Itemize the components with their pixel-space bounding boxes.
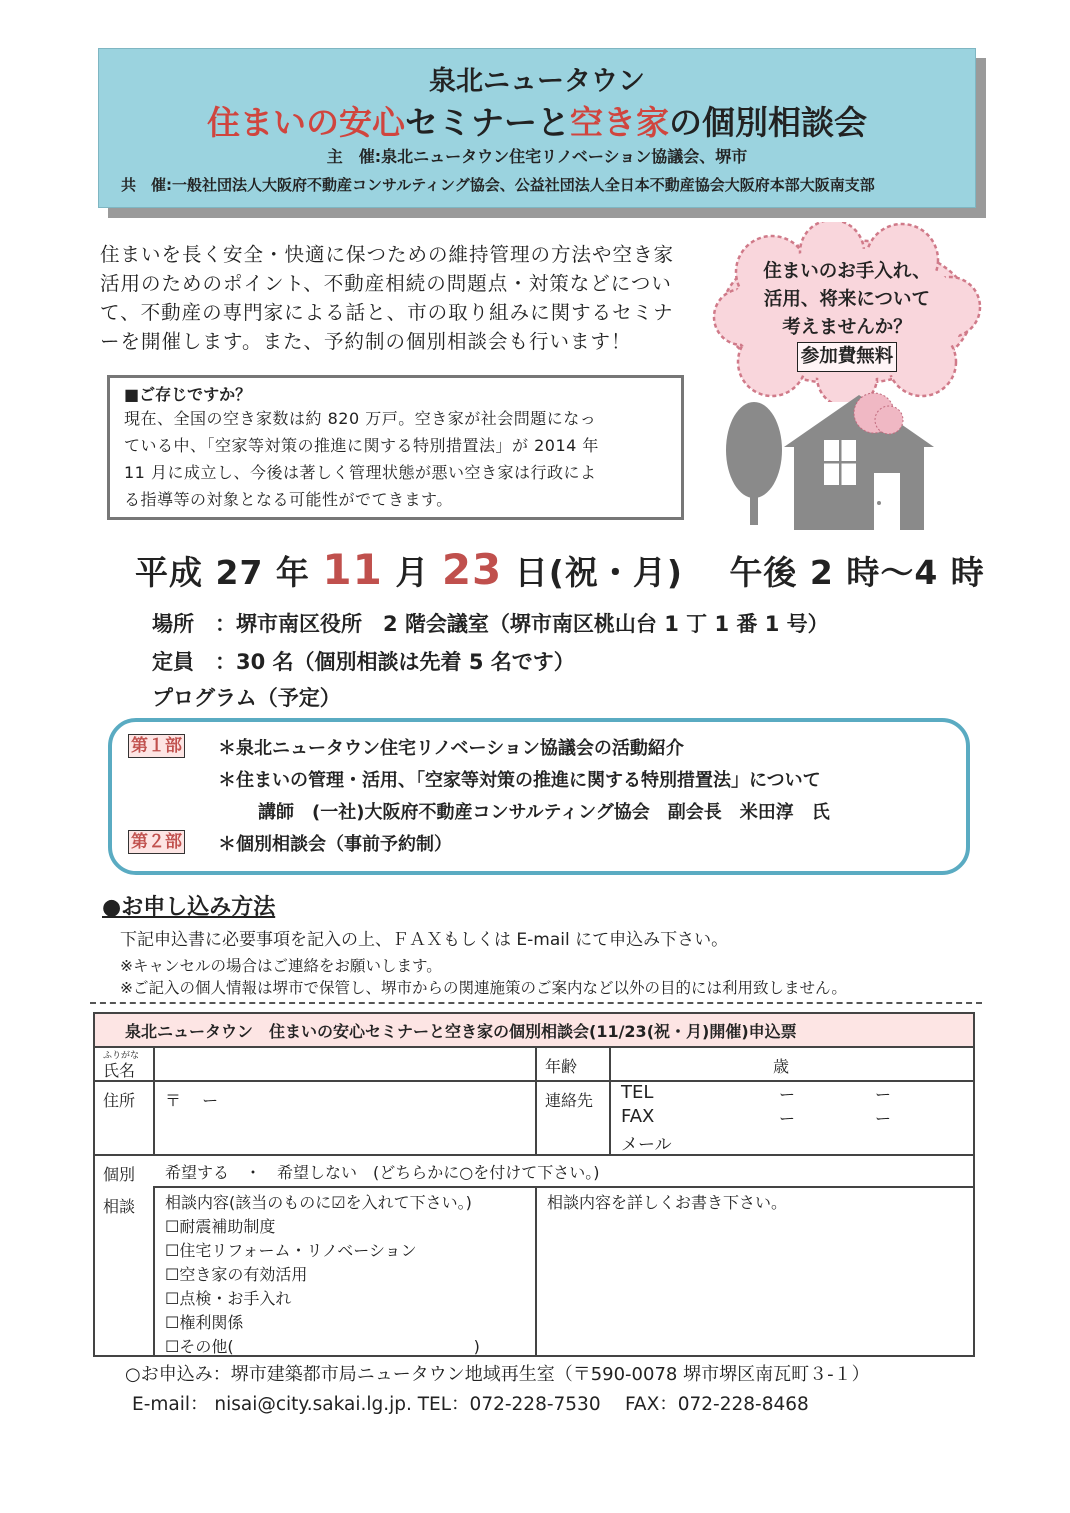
cut-line	[90, 1002, 982, 1004]
organizer-text: 主 催:泉北ニュータウン住宅リノベーション協議会、堺市	[326, 147, 748, 166]
apply-instructions: 下記申込書に必要事項を記入の上、ＦＡＸもしくは E-mail にて申込み下さい。	[120, 930, 729, 950]
program-label: プログラム（予定）	[152, 686, 341, 710]
header-banner	[98, 48, 976, 208]
consult-label-2: 相談	[103, 1197, 136, 1216]
name-label: 氏名	[103, 1061, 136, 1080]
page-title: 住まいの安心セミナーと空き家の個別相談会	[207, 103, 867, 142]
intro-paragraph: 住まいを長く安全・快適に保つための維持管理の方法や空き家 活用のためのポイント、不動産相続の問題点・対策などについ て、不動産の専門家による話と、市の取り組みに関するセミナ ーを開催します。また、予約制の個別相談会も行います！	[100, 243, 675, 353]
house-illustration-icon	[714, 385, 974, 530]
detail-header: 相談内容を詳しくお書き下さい。	[547, 1193, 788, 1212]
info-heading: ■ご存じですか？	[124, 385, 252, 404]
option-checkbox[interactable]: ☐住宅リフォーム・リノベーション	[165, 1241, 417, 1260]
name-field[interactable]	[157, 1050, 531, 1078]
age-unit: 歳	[773, 1057, 790, 1076]
apply-heading: ●お申し込み方法	[102, 895, 276, 920]
postal-mark: 〒 ー	[165, 1091, 219, 1110]
info-body: 現在、全国の空き家数は約 820 万戸。空き家が社会問題になっ ている中、「空家等対策の推進に関する特別措置法」が 2014 年 11 月に成立し、今後は著しく管理状態が悪い空き家は行政によ る指導等の対象となる可能性がでてきます。	[124, 409, 599, 509]
wish-options[interactable]: 希望する ・ 希望しない (どちらかに○を付けて下さい。)	[165, 1163, 600, 1182]
event-date: 平成 27 年 11 月 23 日(祝・月) 午後 2 時～4 時	[135, 545, 985, 594]
free-badge: 参加費無料	[797, 342, 898, 372]
part2-badge: 第２部	[128, 830, 185, 854]
age-label: 年齢	[545, 1057, 578, 1076]
lecturer: 講師 (一社)大阪府不動産コンサルティング協会 副会長 米田淳 氏	[258, 802, 830, 823]
part2-item: ＊個別相談会（事前予約制）	[218, 834, 452, 855]
part1-item2: ＊住まいの管理・活用、「空家等対策の推進に関する特別措置法」について	[218, 770, 821, 791]
info-box	[107, 375, 684, 520]
option-checkbox[interactable]: ☐権利関係	[165, 1313, 244, 1332]
option-checkbox[interactable]: ☐点検・お手入れ	[165, 1289, 292, 1308]
option-checkbox[interactable]: ☐耐震補助制度	[165, 1217, 276, 1236]
option-checkbox[interactable]: ☐空き家の有効活用	[165, 1265, 308, 1284]
cloud-message: 住まいのお手入れ、 活用、将来について 考えませんか？ 参加費無料	[712, 258, 982, 372]
application-form: 泉北ニュータウン 住まいの安心セミナーと空き家の個別相談会(11/23(祝・月)開催)申込票 ふりがな 氏名 年齢 歳 住所 〒 ー 連絡先 TEL ー ー FAX ー ー メール 個別 相談 希望する ・ 希望しない (どちらかに○を付けて下さい。) 相談内容(該当のものに☑を入れて下さい。) 相談内容を詳しくお書き下さい。 ☐耐震補助制度 ☐住宅リフォーム・リノベーション ☐空き家の有効活用 ☐点検・お手入れ ☐権利関係 ☐その他( )	[93, 1012, 975, 1357]
content-header: 相談内容(該当のものに☑を入れて下さい。)	[165, 1193, 472, 1212]
contact-address: ○お申込み：堺市建築都市局ニュータウン地域再生室（〒590-0078 堺市堺区南瓦町３-１）	[125, 1364, 870, 1385]
contact-details: E-mail： nisai@city.sakai.lg.jp. TEL：072-228-7530 FAX：072-228-8468	[132, 1394, 809, 1415]
tel-label: TEL	[621, 1082, 654, 1103]
option-checkbox[interactable]: ☐その他( )	[165, 1337, 480, 1356]
age-field[interactable]	[615, 1050, 967, 1078]
privacy-note: ※ご記入の個人情報は堺市で保管し、堺市からの関連施策のご案内など以外の目的には利用致しません。	[120, 979, 847, 997]
contact-label: 連絡先	[545, 1091, 594, 1110]
mail-label: メール	[621, 1135, 672, 1155]
header-subtitle: 泉北ニュータウン	[429, 66, 645, 97]
consult-label-1: 個別	[103, 1165, 136, 1184]
furigana-label: ふりがな	[103, 1051, 140, 1061]
cancel-note: ※キャンセルの場合はご連絡をお願いします。	[120, 957, 442, 975]
detail-field[interactable]	[539, 1212, 969, 1352]
address-field[interactable]	[157, 1084, 531, 1150]
place-row: 場所 ：堺市南区役所 2 階会議室（堺市南区桃山台 1 丁 1 番 1 号）	[152, 612, 829, 636]
part1-item1: ＊泉北ニュータウン住宅リノベーション協議会の活動紹介	[218, 738, 684, 759]
fax-label: FAX	[621, 1106, 655, 1127]
address-label: 住所	[103, 1091, 136, 1110]
part1-badge: 第１部	[128, 734, 185, 758]
co-organizer-text: 共 催:一般社団法人大阪府不動産コンサルティング協会、公益社団法人全日本不動産協会大阪府本部大阪南支部	[121, 176, 875, 194]
capacity-row: 定員 ：30 名（個別相談は先着 5 名です）	[152, 650, 575, 674]
form-title: 泉北ニュータウン 住まいの安心セミナーと空き家の個別相談会(11/23(祝・月)開催)申込票	[125, 1022, 797, 1041]
